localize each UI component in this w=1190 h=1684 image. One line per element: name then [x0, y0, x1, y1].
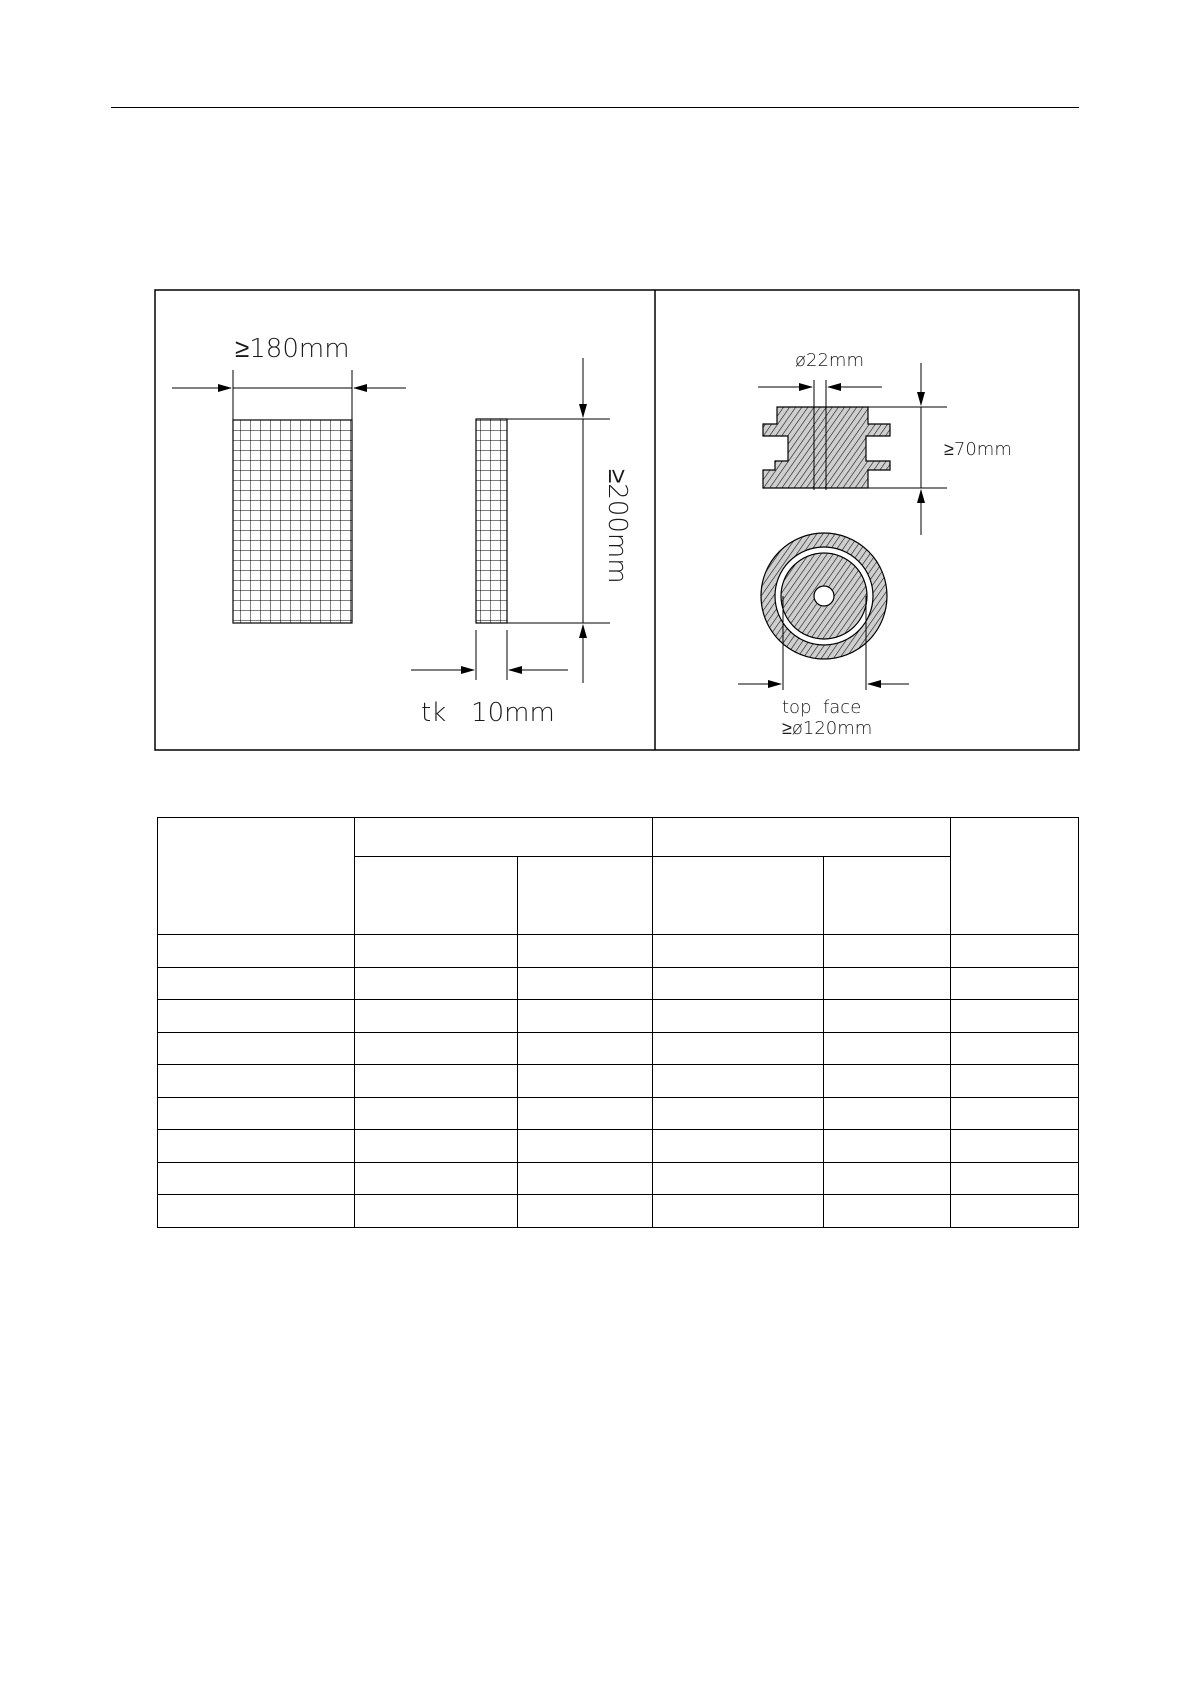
table-cell: [355, 1162, 518, 1195]
table-cell: [517, 1195, 652, 1228]
results-table: [157, 817, 1079, 1228]
table-cell: [951, 1162, 1079, 1195]
table-row: [158, 1130, 1079, 1163]
table-cell: [158, 967, 355, 1000]
table-cell: [158, 1097, 355, 1130]
table-cell: [355, 1032, 518, 1065]
table-cell: [158, 1195, 355, 1228]
table-cell: [823, 1065, 951, 1098]
table-cell: [652, 1130, 823, 1163]
table-cell: [951, 935, 1079, 968]
mesh-front-view: [172, 334, 406, 623]
table-cell: [517, 967, 652, 1000]
table-cell: [517, 935, 652, 968]
table-cell: [158, 1000, 355, 1033]
table-cell: [652, 1162, 823, 1195]
table-cell: [823, 1130, 951, 1163]
table-cell: [823, 935, 951, 968]
table-cell: [652, 1195, 823, 1228]
mesh-side-view: [411, 358, 632, 728]
hole-diameter-label: ø22mm: [795, 350, 864, 371]
table-cell: [951, 1130, 1079, 1163]
header-cell: [355, 818, 653, 857]
table-row: [158, 1032, 1079, 1065]
table-cell: [355, 967, 518, 1000]
table-cell: [823, 1162, 951, 1195]
table-cell: [951, 1097, 1079, 1130]
table-cell: [158, 1162, 355, 1195]
table-cell: [158, 1065, 355, 1098]
table-cell: [355, 1130, 518, 1163]
table-cell: [355, 935, 518, 968]
subheader-cell: [652, 857, 823, 935]
table-row: [158, 1000, 1079, 1033]
table-row: [158, 1162, 1079, 1195]
table-cell: [517, 1000, 652, 1033]
table-cell: [652, 1000, 823, 1033]
table-cell: [823, 1097, 951, 1130]
table-cell: [823, 967, 951, 1000]
table-cell: [951, 1195, 1079, 1228]
table-cell: [355, 1065, 518, 1098]
subheader-cell: [355, 857, 518, 935]
table-cell: [517, 1032, 652, 1065]
table-cell: [158, 935, 355, 968]
table-row: [158, 1195, 1079, 1228]
table-cell: [517, 1065, 652, 1098]
width-dimension-label: ≥180mm: [235, 334, 350, 364]
thickness-dimension-label: tk 10mm: [421, 698, 555, 728]
holder-height-label: ≥70mm: [944, 439, 1012, 460]
table-cell: [951, 1032, 1079, 1065]
table-cell: [652, 935, 823, 968]
table-cell: [823, 1000, 951, 1033]
header-cell: [158, 818, 355, 935]
table-cell: [652, 967, 823, 1000]
table-row: [158, 1097, 1079, 1130]
table-cell: [652, 1032, 823, 1065]
table-row: [158, 935, 1079, 968]
table-cell: [158, 1032, 355, 1065]
header-cell: [652, 818, 951, 857]
table-row: [158, 1065, 1079, 1098]
table-cell: [823, 1032, 951, 1065]
height-dimension-label: ≥200mm: [602, 469, 632, 584]
table-cell: [951, 1065, 1079, 1098]
table-cell: [355, 1097, 518, 1130]
table-cell: [517, 1097, 652, 1130]
table-cell: [951, 967, 1079, 1000]
header-cell: [951, 818, 1079, 935]
holder-top-view: [738, 533, 909, 739]
table-cell: [951, 1000, 1079, 1033]
table-cell: [158, 1130, 355, 1163]
subheader-cell: [517, 857, 652, 935]
table-cell: [823, 1195, 951, 1228]
table-cell: [652, 1097, 823, 1130]
holder-section-view: [758, 350, 1012, 535]
top-face-diameter-label: ≥ø120mm: [782, 718, 873, 739]
table-cell: [355, 1195, 518, 1228]
table-cell: [517, 1130, 652, 1163]
table-row: [158, 967, 1079, 1000]
subheader-cell: [823, 857, 951, 935]
top-face-label: top face: [782, 697, 862, 718]
table-cell: [355, 1000, 518, 1033]
table-cell: [517, 1162, 652, 1195]
table-cell: [652, 1065, 823, 1098]
